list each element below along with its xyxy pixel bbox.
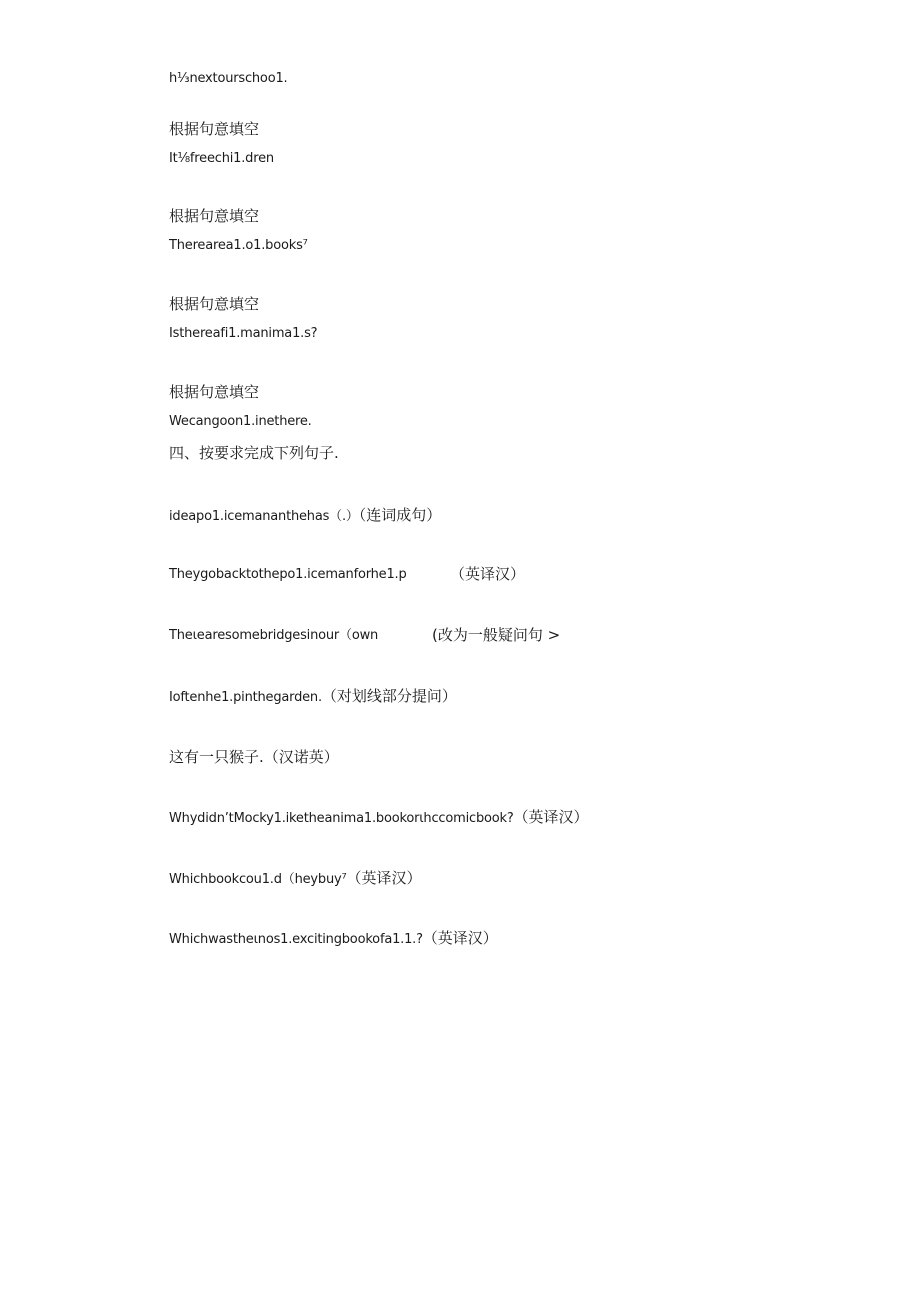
fill-in-heading-4: 根据句意填空 — [169, 383, 260, 401]
fill-in-item-4: Wecangoon1.inethere. — [169, 414, 312, 429]
question-7 — [169, 870, 422, 886]
question-5-note: （汉诺英） — [263, 748, 339, 766]
question-6-text: Whydidn’tMocky1.iketheanima1.bookorιhccomicbook? — [169, 811, 514, 826]
question-4 — [169, 688, 457, 704]
fill-in-item-0: h⅓nextourschoo1. — [169, 71, 288, 86]
fill-in-heading-3: 根据句意填空 — [169, 295, 260, 313]
question-8 — [169, 930, 498, 946]
question-7-note: （英译汉） — [346, 869, 422, 887]
question-6-note: （英译汉） — [513, 808, 589, 826]
fill-in-heading-2: 根据句意填空 — [169, 207, 260, 225]
fill-in-heading-1: 根据句意填空 — [169, 120, 260, 138]
question-1-text: ideapo1.icemananthehas（.） — [169, 509, 359, 524]
question-6 — [169, 809, 589, 825]
question-4-note: （对划线部分提问） — [321, 687, 457, 705]
question-3-text: Theιearesomebridgesinour（own — [169, 628, 379, 643]
question-4-text: Ioftenhe1.pinthegarden. — [169, 690, 322, 705]
question-5-text: 这有一只猴子. — [169, 748, 264, 766]
question-5 — [169, 749, 339, 765]
question-2-text: Theygobacktothepo1.icemanforhe1.p — [169, 567, 407, 582]
fill-in-item-1: It⅛freechi1.dren — [169, 151, 274, 166]
section-4-title: 四、按要求完成下列句子. — [169, 444, 339, 462]
question-2-note: （英译汉） — [450, 565, 526, 583]
question-7-text: Whichbookcou1.d（heybuy⁷ — [169, 872, 347, 887]
fill-in-item-3: Isthereafi1.manima1.s? — [169, 326, 318, 341]
question-1-note: （连词成句） — [358, 506, 442, 524]
fill-in-item-2: Therearea1.o1.books⁷ — [169, 238, 308, 253]
question-8-text: Whichwastheιnos1.excitingbookofa1.1.? — [169, 932, 423, 947]
question-1 — [169, 507, 441, 523]
question-3-note: (改为一般疑问句 > — [432, 626, 561, 644]
question-8-note: （英译汉） — [422, 929, 498, 947]
